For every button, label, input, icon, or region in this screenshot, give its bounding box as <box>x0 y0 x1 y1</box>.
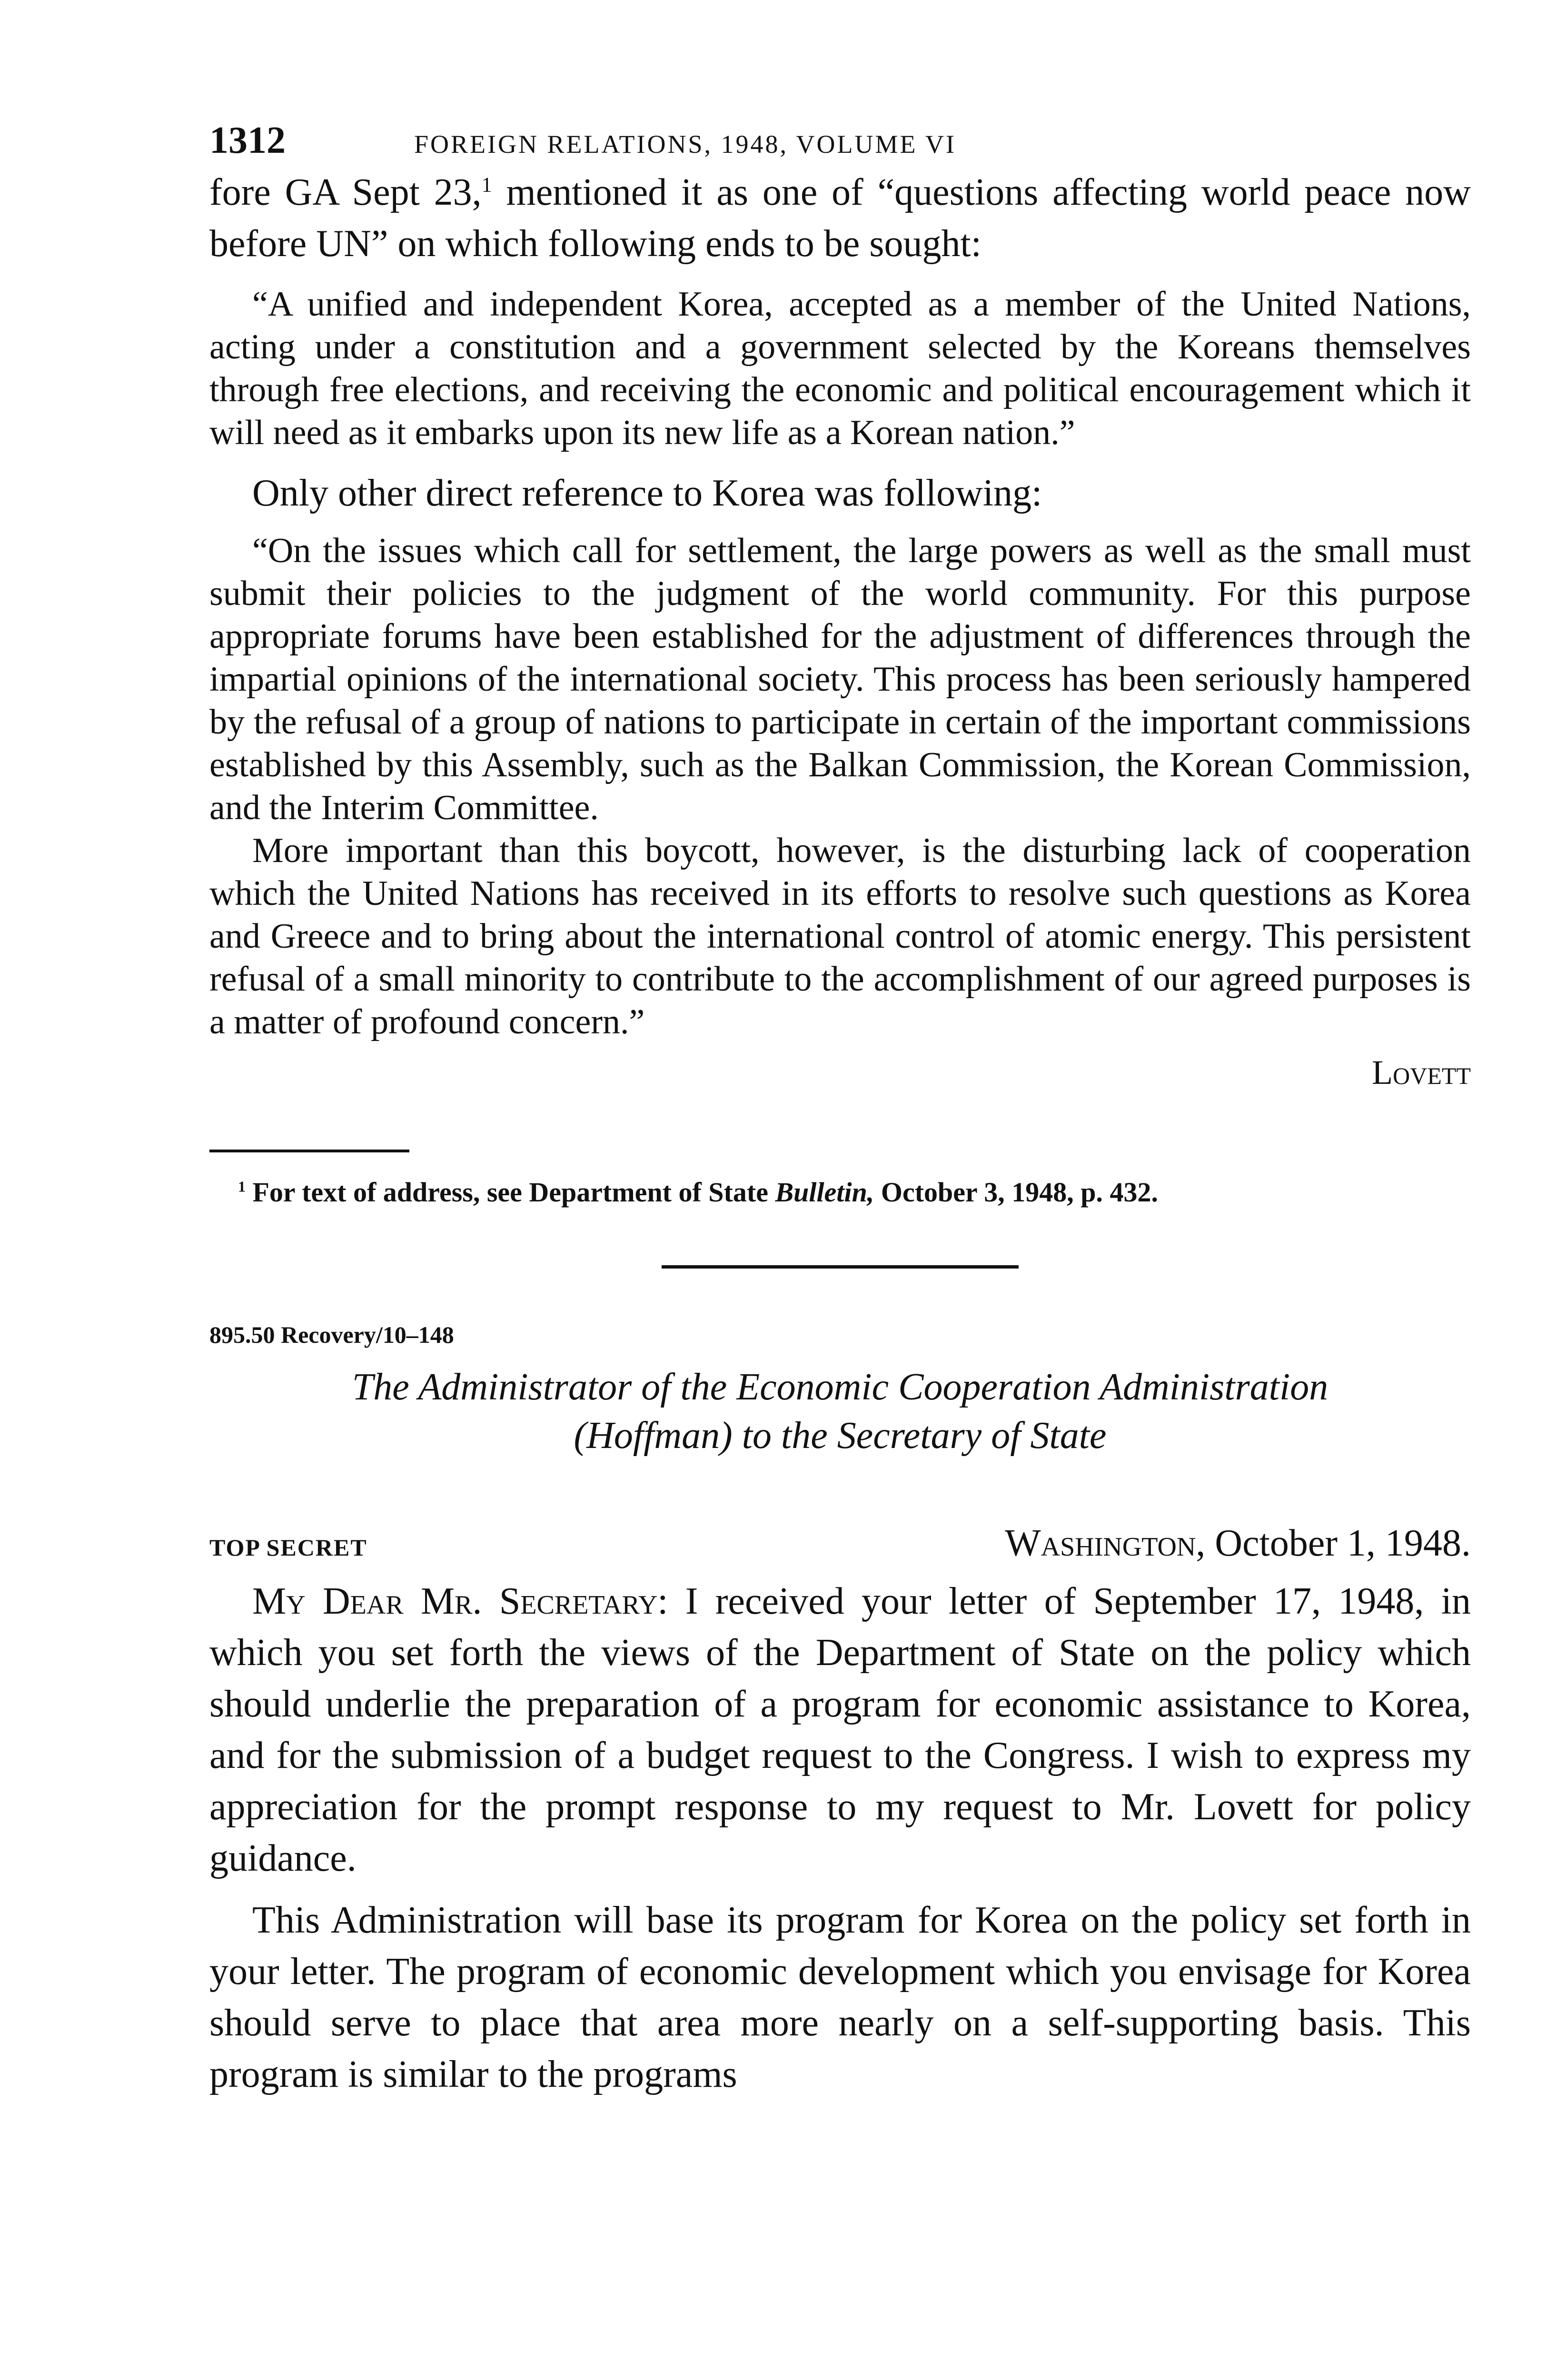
place-date: Washington, October 1, 1948. <box>1005 1522 1471 1564</box>
section-separator <box>662 1265 1019 1269</box>
document-title: The Administrator of the Economic Cooperation Administration (Hoffman) to the Secretary of State <box>352 1366 1328 1457</box>
footnote-rule <box>209 1150 409 1152</box>
quote-unified-korea: “A unified and independent Korea, accepted as a member of the United Nations, acting under a constitution and a government selected by the Koreans themselves through free elections, and receiving the economic and political encouragement which it will need as it embarks upon its new life as a Korean nation.” <box>209 285 1471 452</box>
running-title: FOREIGN RELATIONS, 1948, VOLUME VI <box>414 130 957 159</box>
page-number: 1312 <box>209 119 286 161</box>
classification-line <box>209 1522 1471 1565</box>
running-head <box>209 119 1471 167</box>
salutation: My Dear Mr. Secretary: <box>252 1580 668 1622</box>
classification-label: TOP SECRET <box>209 1534 367 1561</box>
continuation-paragraph: fore GA Sept 23,$^1$ mentioned it as one of “questions affecting world peace now before UN” on which following ends to be sought: <box>209 171 1471 265</box>
file-reference: 895.50 Recovery/10–148 <box>209 1321 454 1348</box>
quote-issues-settlement: “On the issues which call for settlement, the large powers as well as the small must submit their policies to the judgment of the world community. For this purpose appropriate forums have been established for the adjustment of differences through the impartial opinions of the international society. This process has been seriously hampered by the refusal of a group of nations to participate in certain of the important commissions established by this Assembly, such as the Balkan Commission, the Korean Commission, and the Interim Committee. <box>209 531 1471 827</box>
letter-paragraph-1: My Dear Mr. Secretary: I received your letter of September 17, 1948, in which you set forth the views of the Department of State on the policy which should underlie the preparation of a program for economic assistance to Korea, and for the submission of a budget request to the Congress. I wish to express my appreciation for the prompt response to my request to Mr. Lovett for policy guidance. <box>209 1580 1471 1879</box>
letter-paragraph-2: This Administration will base its program for Korea on the policy set forth in your letter. The program of economic development which you envisage for Korea should serve to place that area more nearly on a self-supporting basis. This program is similar to the programs <box>209 1899 1471 2095</box>
reference-paragraph: Only other direct reference to Korea was following: <box>252 472 1042 514</box>
footnote: $^1$ For text of address, see Department of State Bulletin, October 3, 1948, p. 432. <box>238 1177 1158 1208</box>
footnote-ref: 1 <box>481 173 492 197</box>
document-page <box>209 119 1471 2100</box>
quote-boycott: More important than this boycott, however, is the disturbing lack of cooperation which the United Nations has received in its efforts to resolve such questions as Korea and Greece and to bring about the international control of atomic energy. This persistent refusal of a small minority to contribute to the accomplishment of our agreed purposes is a matter of profound concern.” <box>209 831 1471 1041</box>
signature-lovett: Lovett <box>1372 1053 1471 1091</box>
